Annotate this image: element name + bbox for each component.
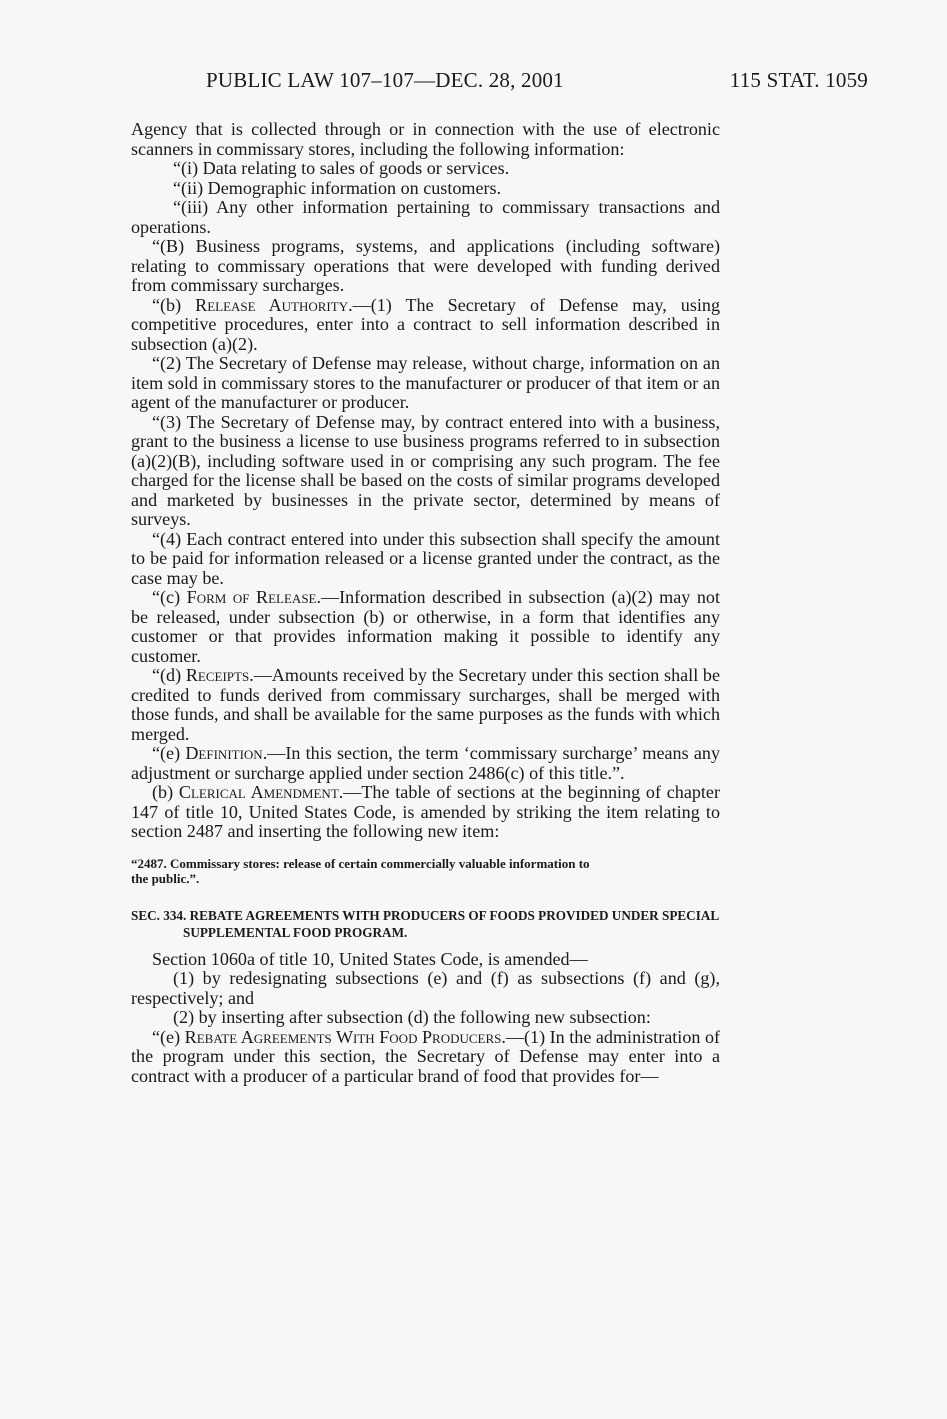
subsection-lead: “(e): [152, 1026, 185, 1047]
subsection-text: .—In this section, the term ‘commissary surcharge’ means any adjustment or surcharge applied under section 2486(c) of this title.”.: [131, 743, 720, 783]
paragraph: “(2) The Secretary of Defense may release, without charge, information on an item sold in commissary stores to the manufacturer or producer of that item or an agent of the manufacturer or producer.: [131, 353, 720, 412]
subsection-heading: Release Authority: [195, 294, 349, 315]
subsection-lead: (b): [152, 782, 179, 802]
toc-line: the public.”.: [131, 870, 200, 886]
paragraph: “(B) Business programs, systems, and applications (including software) relating to commissary operations that were developed with funding derived from commissary surcharges.: [131, 236, 720, 295]
paragraph: [131, 1028, 720, 1087]
toc-line: “2487. Commissary stores: release of certain commercially valuable information to: [131, 855, 590, 871]
table-of-sections-item: [131, 856, 720, 886]
paragraph: [131, 744, 720, 783]
paragraph: [131, 588, 720, 666]
subsection-heading: Clerical Amendment: [178, 782, 339, 802]
subsection-heading: Receipts: [185, 665, 250, 685]
subsection-text: .—(1) In the administration of the program under this section, the Secretary of Defense may enter into a contract with a producer of a particular brand of food that provides for—: [131, 1026, 721, 1086]
paragraph: [131, 296, 720, 355]
paragraph: (2) by inserting after subsection (d) the following new subsection:: [173, 1007, 651, 1027]
statute-page-number: 115 STAT. 1059: [729, 68, 868, 92]
subsection-lead: “(d): [152, 665, 186, 685]
paragraph: [131, 666, 720, 744]
subsection-heading: Form of Release: [186, 587, 317, 607]
public-law-citation: PUBLIC LAW 107–107—DEC. 28, 2001: [206, 68, 564, 92]
document-body: [131, 120, 720, 1086]
paragraph: “(4) Each contract entered into under this subsection shall specify the amount to be paid for information released or a license granted under the contract, as the case may be.: [131, 528, 720, 588]
subsection-text: .—(1) The Secretary of Defense may, using competitive procedures, enter into a contract to sell information described in subsection (a)(2).: [131, 294, 721, 354]
paragraph: Section 1060a of title 10, United States Code, is amended—: [152, 948, 588, 969]
paragraph: “(iii) Any other information pertaining to commissary transactions and operations.: [131, 197, 720, 237]
subsection-lead: “(c): [152, 587, 187, 607]
paragraph: (1) by redesignating subsections (e) and (f) as subsections (f) and (g), respectively; and: [131, 968, 720, 1008]
paragraph: “(3) The Secretary of Defense may, by contract entered into with a business, grant to the business a license to use business programs referred to in subsection (a)(2)(B), including software used in or comprising any such program. The fee charged for the license shall be based on the costs of similar programs developed and marketed by businesses in the private sector, determined by means of surveys.: [131, 411, 720, 529]
subsection-text: .—Amounts received by the Secretary under this section shall be credited to funds derived from commissary surcharges, shall be merged with those funds, and shall be available for the same purposes as the funds with which merged.: [131, 665, 720, 744]
paragraph: “(ii) Demographic information on customers.: [173, 177, 502, 198]
paragraph: [131, 783, 720, 842]
paragraph: Agency that is collected through or in connection with the use of electronic scanners in commissary stores, including the following information:: [131, 119, 720, 159]
section-heading: SEC. 334. REBATE AGREEMENTS WITH PRODUCERS OF FOODS PROVIDED UNDER SPECIAL SUPPLEMENTAL FOOD PROGRAM.: [131, 907, 719, 940]
paragraph: “(i) Data relating to sales of goods or services.: [173, 158, 510, 178]
subsection-lead: “(b): [152, 294, 196, 315]
subsection-heading: Rebate Agreements With Food Producers: [184, 1026, 502, 1047]
subsection-lead: “(e): [152, 743, 186, 763]
subsection-heading: Definition: [185, 743, 263, 763]
subsection-text: .—Information described in subsection (a)(2) may not be released, under subsection (b) or otherwise, in a form that identifies any customer or that provides information making it possible to identify any customer.: [131, 587, 720, 666]
subsection-text: .—The table of sections at the beginning of chapter 147 of title 10, United States Code, is amended by striking the item relating to section 2487 and inserting the following new item:: [131, 782, 720, 841]
